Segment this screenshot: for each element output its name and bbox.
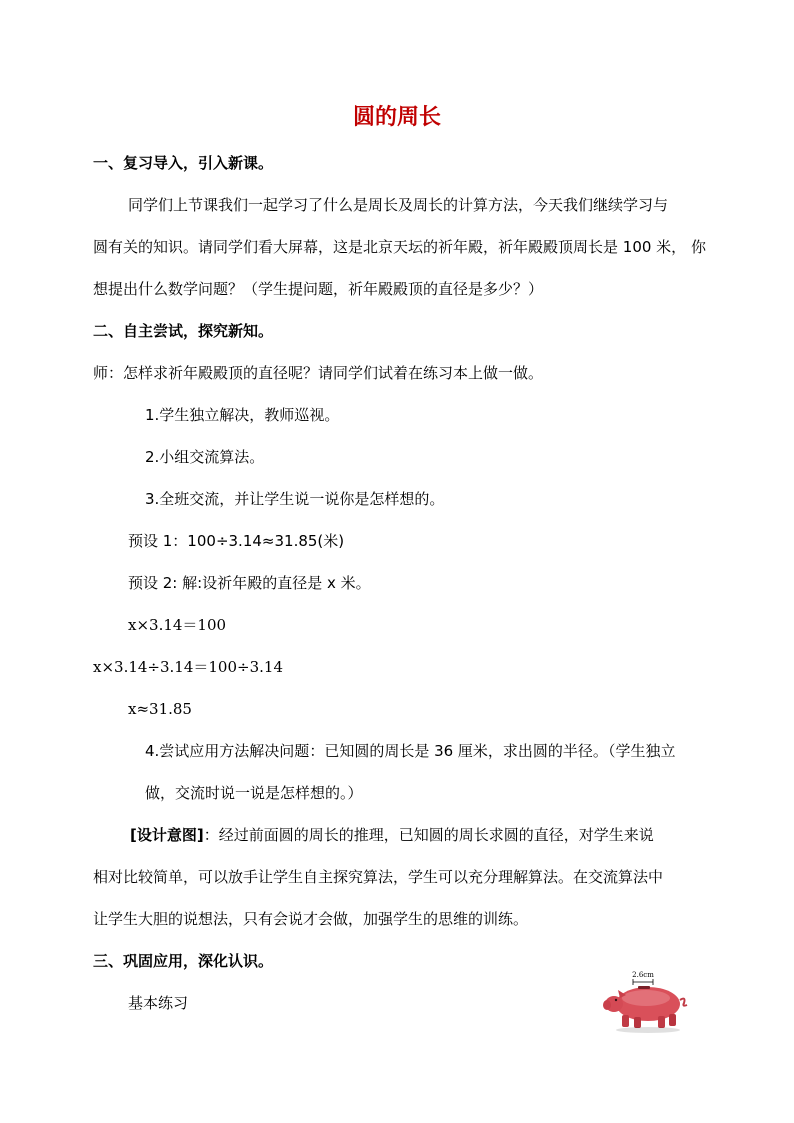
preset-2: 预设 2: 解:设祈年殿的直径是 x 米。 [128,574,371,592]
design-intent-text: ：经过前面圆的周长的推理，已知圆的周长求圆的直径，对学生来说 [203,826,654,844]
step-item: 3.全班交流，并让学生说一说你是怎样想的。 [145,490,445,508]
section1-para-line: 同学们上节课我们一起学习了什么是周长及周长的计算方法，今天我们继续学习与 [128,196,669,214]
step-4-line: 4.尝试应用方法解决问题：已知圆的周长是 36 厘米，求出圆的半径。（学生独立 [145,742,676,760]
section1-para-line: 圆有关的知识。请同学们看大屏幕，这是北京天坛的祈年殿，祈年殿殿顶周长是 100 米， 你 [93,238,706,256]
piggy-bank-figure [596,968,696,1034]
section3-heading: 三、巩固应用，深化认识。 [93,952,274,970]
preset-1: 预设 1：100÷3.14≈31.85(米) [128,532,345,550]
measurement-label: 2.6cm [632,971,654,979]
step-item: 1.学生独立解决，教师巡视。 [145,406,340,424]
equation-line: x≈31.85 [128,700,192,718]
section1-para-line: 想提出什么数学问题？（学生提问题，祈年殿殿顶的直径是多少？） [93,280,544,298]
basic-practice-label: 基本练习 [128,994,189,1012]
step-4-line: 做，交流时说一说是怎样想的。） [145,784,363,802]
equation-line: x×3.14＝100 [128,616,227,634]
section2-heading: 二、自主尝试，探究新知。 [93,322,274,340]
design-intent-line: 让学生大胆的说想法，只有会说才会做，加强学生的思维的训练。 [93,910,529,928]
design-intent-line [130,825,654,845]
step-item: 2.小组交流算法。 [145,448,265,466]
equation-line: x×3.14÷3.14＝100÷3.14 [93,658,283,676]
design-intent-label: [设计意图] [130,826,204,844]
piggy-bank-icon [596,968,696,1034]
design-intent-line: 相对比较简单，可以放手让学生自主探究算法，学生可以充分理解算法。在交流算法中 [93,868,664,886]
page-title: 圆的周长 [352,105,441,130]
teacher-line: 师：怎样求祈年殿殿顶的直径呢？请同学们试着在练习本上做一做。 [93,364,544,382]
section1-heading: 一、复习导入，引入新课。 [93,154,274,172]
